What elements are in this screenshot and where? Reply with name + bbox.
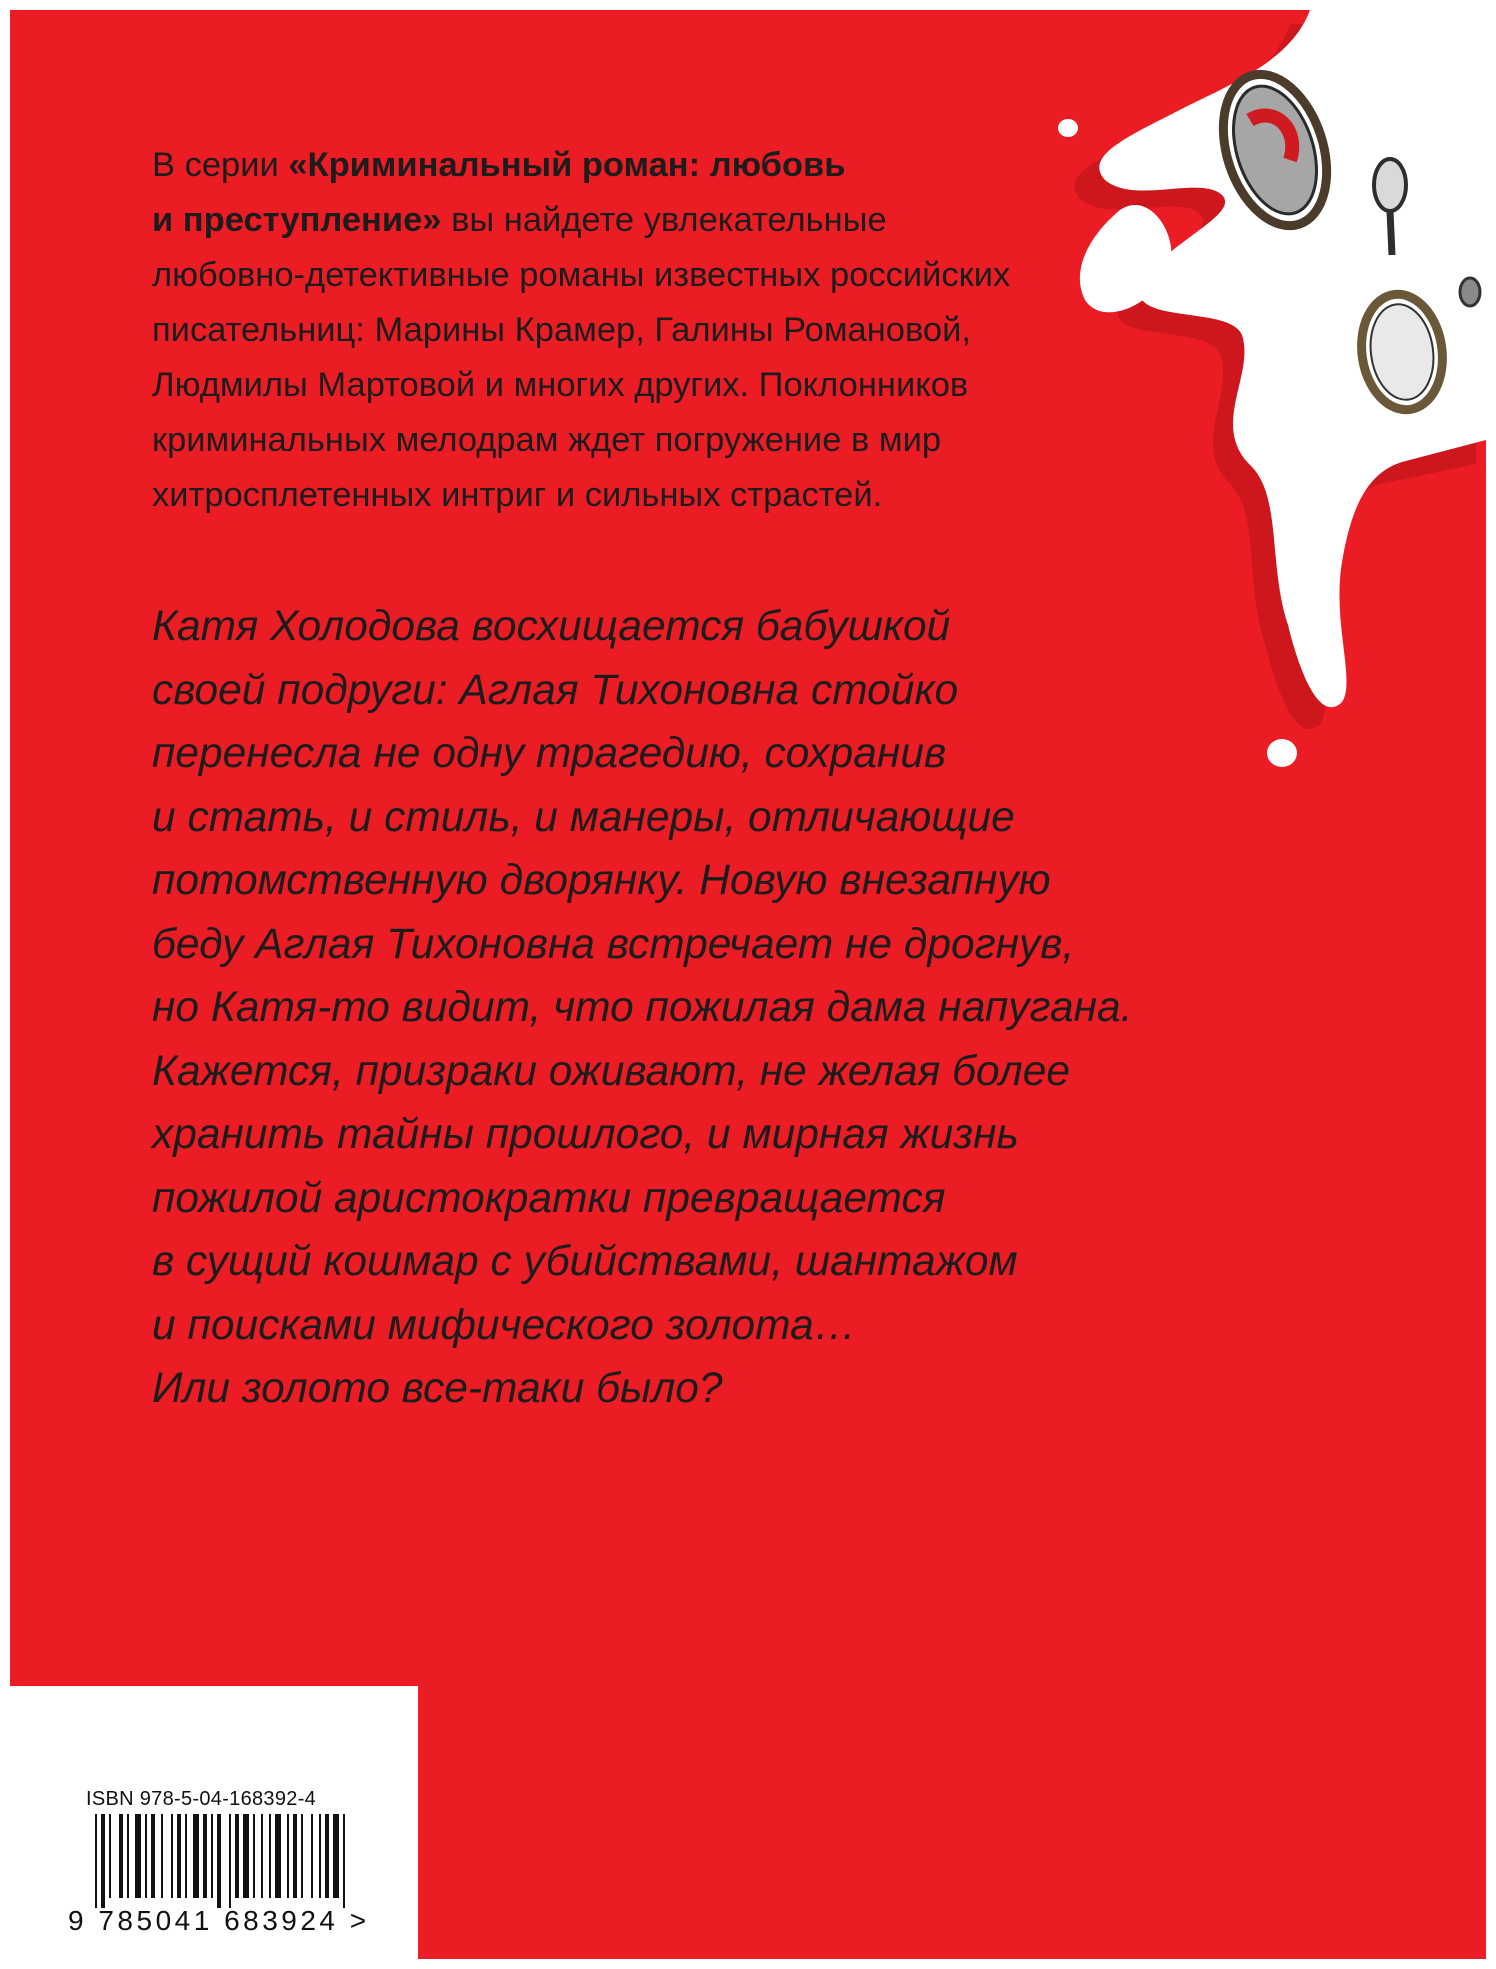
barcode-bar [319,1814,321,1898]
barcode-bar [145,1814,147,1898]
barcode-bar [101,1814,105,1908]
barcode-bar [193,1814,199,1898]
barcode-bar [127,1814,129,1898]
annotation-line: в сущий кошмар с убийствами, шантажом [152,1238,1018,1285]
barcode-bar [217,1814,221,1908]
barcode-bar [235,1814,239,1898]
annotation-line: потомственную дворянку. Новую внезапную [152,857,1051,904]
barcode-bar [261,1814,263,1898]
annotation-line: Катя Холодова восхищается бабушкой [152,603,951,650]
series-text-line: любовно-детективные романы известных российских [152,256,1011,294]
barcode-bar [333,1814,339,1898]
back-cover [10,10,1486,1959]
series-text-line: криминальных мелодрам ждет погружение в мир [152,421,942,459]
barcode-bar [211,1814,213,1898]
barcode-bar [301,1814,303,1898]
series-prefix: В серии [152,146,289,184]
barcode-bar [243,1814,249,1898]
barcode-digits: 9 785041 683924 > [68,1905,370,1936]
barcode-bar [109,1814,111,1898]
series-text-line2: вы найдете увлекательные [441,201,887,239]
barcode-bar [119,1814,123,1898]
barcode-bar [185,1814,187,1898]
barcode-bar [269,1814,271,1898]
barcode-bar [275,1814,281,1898]
barcode-bar [95,1814,97,1908]
barcode-bar [161,1814,163,1898]
barcode-bar [311,1814,313,1898]
isbn-label: ISBN 978-5-04-168392-4 [86,1788,317,1810]
annotation-line: Или золото все-таки было? [152,1365,723,1412]
barcode-bar [151,1814,155,1898]
annotation-line: но Катя-то видит, что пожилая дама напугана. [152,984,1133,1031]
series-text-line: хитросплетенных интриг и сильных страстей. [152,476,883,514]
barcode-bar [135,1814,141,1898]
series-name-line2: и преступление» [152,201,442,239]
annotation-line: и поисками мифического золота… [152,1301,857,1349]
barcode-bar [253,1814,255,1898]
annotation-line: перенесла не одну трагедию, сохранив [152,730,947,777]
barcode-bar [177,1814,181,1898]
annotation-line: своей подруги: Аглая Тихоновна стойко [152,666,959,714]
book-annotation [152,595,1152,1421]
series-description [152,138,1052,523]
barcode-bar [229,1814,231,1908]
series-text-line: писательниц: Марины Крамер, Галины Романовой, [152,311,971,349]
barcode-bar [343,1814,345,1908]
barcode-bar [171,1814,173,1898]
barcode-bar [203,1814,207,1898]
barcode-bar [293,1814,297,1898]
barcode-bar [325,1814,329,1898]
annotation-line: и стать, и стиль, и манеры, отличающие [152,793,1015,841]
annotation-line: Кажется, призраки оживают, не желая более [152,1047,1071,1095]
series-name-line1: «Криминальный роман: любовь [288,146,846,184]
series-text-line: Людмилы Мартовой и многих других. Поклонников [152,366,969,404]
annotation-line: пожилой аристократки превращается [152,1174,946,1222]
annotation-line: беду Аглая Тихоновна встречает не дрогнув, [152,920,1075,968]
barcode-bar [287,1814,289,1898]
barcode-icon [95,1814,395,1908]
annotation-line: хранить тайны прошлого, и мирная жизнь [152,1111,1019,1158]
